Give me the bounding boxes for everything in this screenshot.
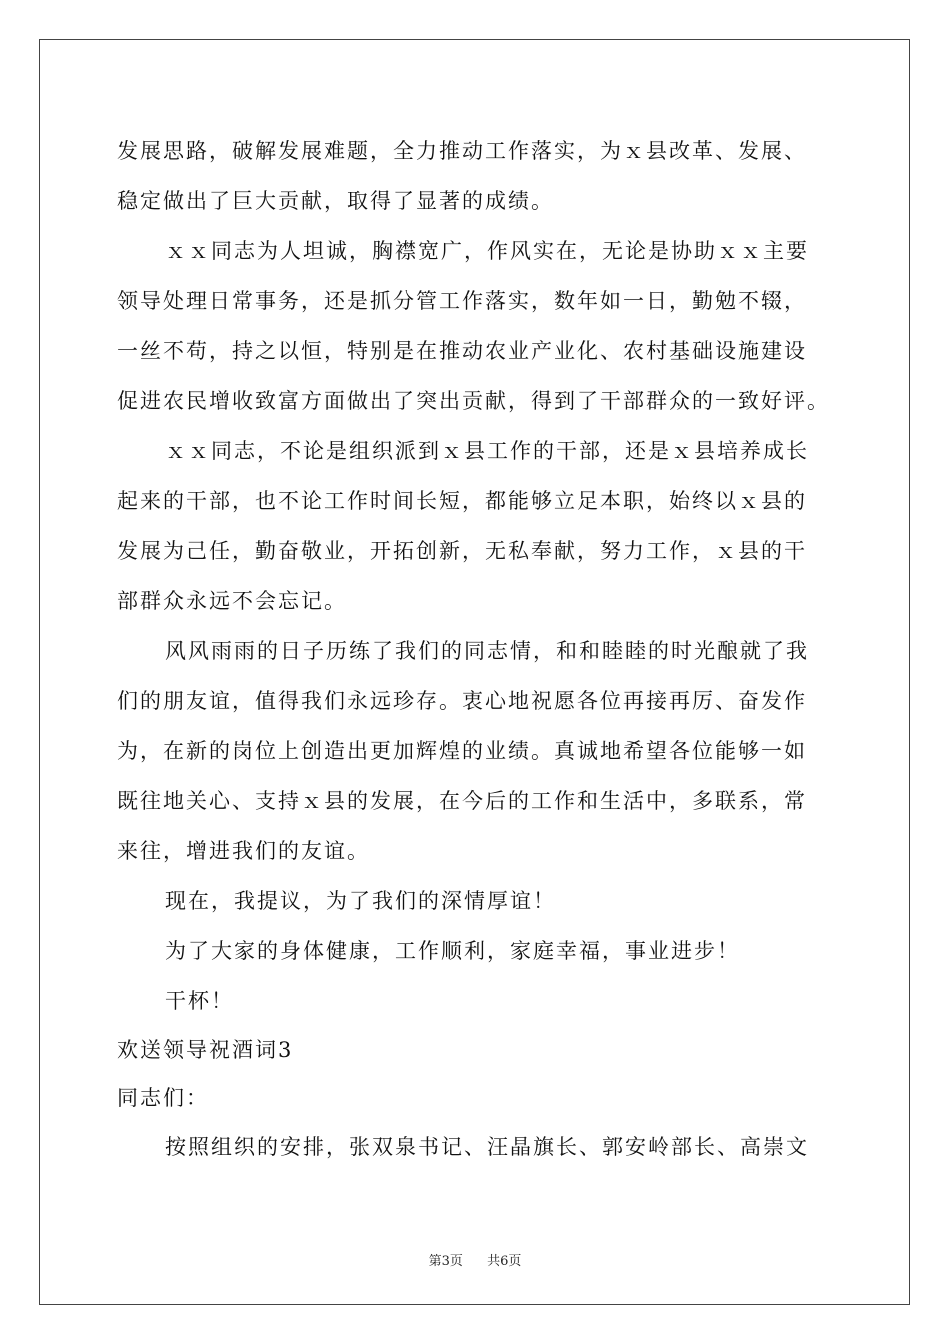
text-line: 领导处理日常事务，还是抓分管工作落实，数年如一日，勤勉不辍， — [117, 289, 807, 313]
text-line: 一丝不苟，持之以恒，特别是在推动农业产业化、农村基础设施建设 — [117, 339, 807, 363]
text-line: 起来的干部，也不论工作时间长短，都能够立足本职，始终以ｘ县的 — [117, 489, 807, 513]
text-line: ｘｘ同志，不论是组织派到ｘ县工作的干部，还是ｘ县培养成长 — [165, 439, 809, 463]
salutation: 同志们： — [117, 1086, 209, 1110]
text-line: 按照组织的安排，张双泉书记、汪晶旗长、郭安岭部长、高崇文 — [165, 1135, 809, 1159]
text-line: 发展为己任，勤奋敬业，开拓创新，无私奉献，努力工作，ｘ县的干 — [117, 539, 807, 563]
page-footer — [0, 1250, 950, 1269]
text-line: 风风雨雨的日子历练了我们的同志情，和和睦睦的时光酿就了我 — [165, 639, 809, 663]
text-line: 部群众永远不会忘记。 — [117, 589, 347, 613]
text-line: 来往，增进我们的友谊。 — [117, 839, 370, 863]
section-title: 欢送领导祝酒词3 — [117, 1038, 294, 1062]
text-line: 为，在新的岗位上创造出更加辉煌的业绩。真诚地希望各位能够一如 — [117, 739, 807, 763]
text-line: 现在，我提议，为了我们的深情厚谊！ — [165, 889, 556, 913]
text-line: 为了大家的身体健康，工作顺利，家庭幸福，事业进步！ — [165, 939, 740, 963]
text-line: 促进农民增收致富方面做出了突出贡献，得到了干部群众的一致好评。 — [117, 389, 830, 413]
text-line: 发展思路，破解发展难题，全力推动工作落实，为ｘ县改革、发展、 — [117, 139, 807, 163]
document-body — [117, 126, 833, 1172]
text-line: 干杯！ — [165, 989, 234, 1013]
page-number-total: 共6页 — [487, 1254, 522, 1269]
text-line: ｘｘ同志为人坦诚，胸襟宽广，作风实在，无论是协助ｘｘ主要 — [165, 239, 809, 263]
text-line: 既往地关心、支持ｘ县的发展，在今后的工作和生活中，多联系，常 — [117, 789, 807, 813]
page-number-current: 第3页 — [428, 1254, 463, 1269]
text-line: 稳定做出了巨大贡献，取得了显著的成绩。 — [117, 189, 554, 213]
text-line: 们的朋友谊，值得我们永远珍存。衷心地祝愿各位再接再厉、奋发作 — [117, 689, 807, 713]
